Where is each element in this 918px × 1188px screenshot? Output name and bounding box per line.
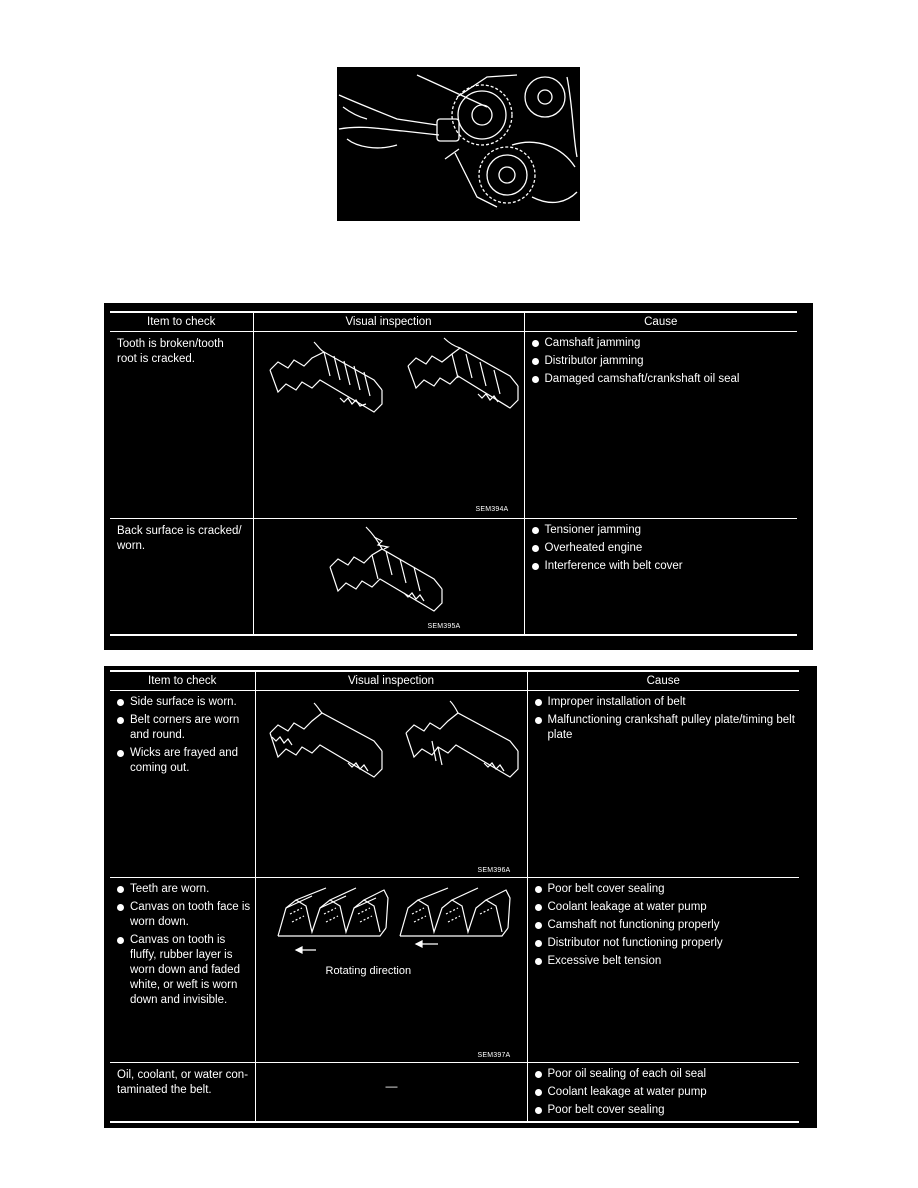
item-text: Tooth is broken/tooth root is cracked. bbox=[117, 338, 224, 365]
cause-item: Improper installation of belt bbox=[534, 695, 796, 710]
figure-code: SEM397A bbox=[477, 1052, 511, 1059]
worn-side-belt-illustration bbox=[256, 691, 528, 878]
inspection-table-panel-1 bbox=[104, 303, 813, 650]
col-header-item: Item to check bbox=[110, 312, 253, 332]
item-cell bbox=[110, 1063, 255, 1123]
visual-cell bbox=[255, 691, 527, 878]
col-header-cause: Cause bbox=[527, 671, 799, 691]
table-row bbox=[110, 691, 799, 878]
cause-item: Poor belt cover sealing bbox=[534, 1103, 796, 1118]
col-header-visual: Visual inspection bbox=[255, 671, 527, 691]
cause-item: Distributor jamming bbox=[531, 354, 794, 369]
item-bullet: Side surface is worn. bbox=[116, 695, 251, 710]
col-header-visual: Visual inspection bbox=[253, 312, 524, 332]
cause-item: Malfunctioning crankshaft pulley plate/timing belt plate bbox=[534, 713, 796, 743]
cause-item: Tensioner jamming bbox=[531, 523, 794, 538]
cause-item: Camshaft not functioning properly bbox=[534, 918, 796, 933]
cause-item: Excessive belt tension bbox=[534, 954, 796, 969]
rotating-direction-label: Rotating direction bbox=[325, 965, 412, 977]
cracked-back-belt-illustration bbox=[254, 519, 525, 635]
table-header-row bbox=[110, 671, 799, 691]
inspection-table-panel-2 bbox=[104, 666, 817, 1128]
item-bullet: Teeth are worn. bbox=[116, 882, 251, 897]
visual-none-dash: — bbox=[385, 1079, 398, 1093]
item-bullet: Canvas on tooth face is worn down. bbox=[116, 900, 251, 930]
cause-cell bbox=[527, 1063, 799, 1123]
item-text: Oil, coolant, or water con- taminated the belt. bbox=[117, 1069, 249, 1096]
figure-code: SEM395A bbox=[427, 623, 461, 630]
table-row bbox=[110, 332, 797, 519]
cause-item: Damaged camshaft/crankshaft oil seal bbox=[531, 372, 794, 387]
cause-item: Interference with belt cover bbox=[531, 559, 794, 574]
item-bullet: Canvas on tooth is fluffy, rubber layer is worn down and faded white, or weft is worn down and invisible. bbox=[116, 933, 251, 1008]
cause-item: Overheated engine bbox=[531, 541, 794, 556]
col-header-item: Item to check bbox=[110, 671, 255, 691]
tensioner-removal-illustration bbox=[337, 67, 580, 221]
cause-cell bbox=[527, 878, 799, 1063]
item-bullet: Belt corners are worn and round. bbox=[116, 713, 251, 743]
belt-inspection-table-1 bbox=[110, 311, 797, 636]
cause-item: Poor oil sealing of each oil seal bbox=[534, 1067, 796, 1082]
broken-tooth-belt-illustration bbox=[254, 332, 525, 519]
cause-item: Coolant leakage at water pump bbox=[534, 900, 796, 915]
cause-item: Distributor not functioning properly bbox=[534, 936, 796, 951]
cause-cell bbox=[524, 519, 797, 635]
item-cell bbox=[110, 878, 255, 1063]
table-row bbox=[110, 1063, 799, 1123]
visual-cell bbox=[253, 332, 524, 519]
table-row bbox=[110, 519, 797, 635]
item-cell bbox=[110, 691, 255, 878]
table-header-row bbox=[110, 312, 797, 332]
col-header-cause: Cause bbox=[524, 312, 797, 332]
cause-item: Camshaft jamming bbox=[531, 336, 794, 351]
visual-cell bbox=[255, 1063, 527, 1123]
item-text: Back surface is cracked/ worn. bbox=[117, 525, 242, 552]
cause-cell bbox=[524, 332, 797, 519]
visual-cell bbox=[253, 519, 524, 635]
item-cell bbox=[110, 332, 253, 519]
table-row bbox=[110, 878, 799, 1063]
visual-cell bbox=[255, 878, 527, 1063]
cause-cell bbox=[527, 691, 799, 878]
figure-code: SEM394A bbox=[475, 506, 509, 513]
belt-inspection-table-2 bbox=[110, 670, 799, 1123]
cause-item: Coolant leakage at water pump bbox=[534, 1085, 796, 1100]
item-cell bbox=[110, 519, 253, 635]
cause-item: Poor belt cover sealing bbox=[534, 882, 796, 897]
item-bullet: Wicks are frayed and coming out. bbox=[116, 746, 251, 776]
figure-code: SEM396A bbox=[477, 867, 511, 874]
